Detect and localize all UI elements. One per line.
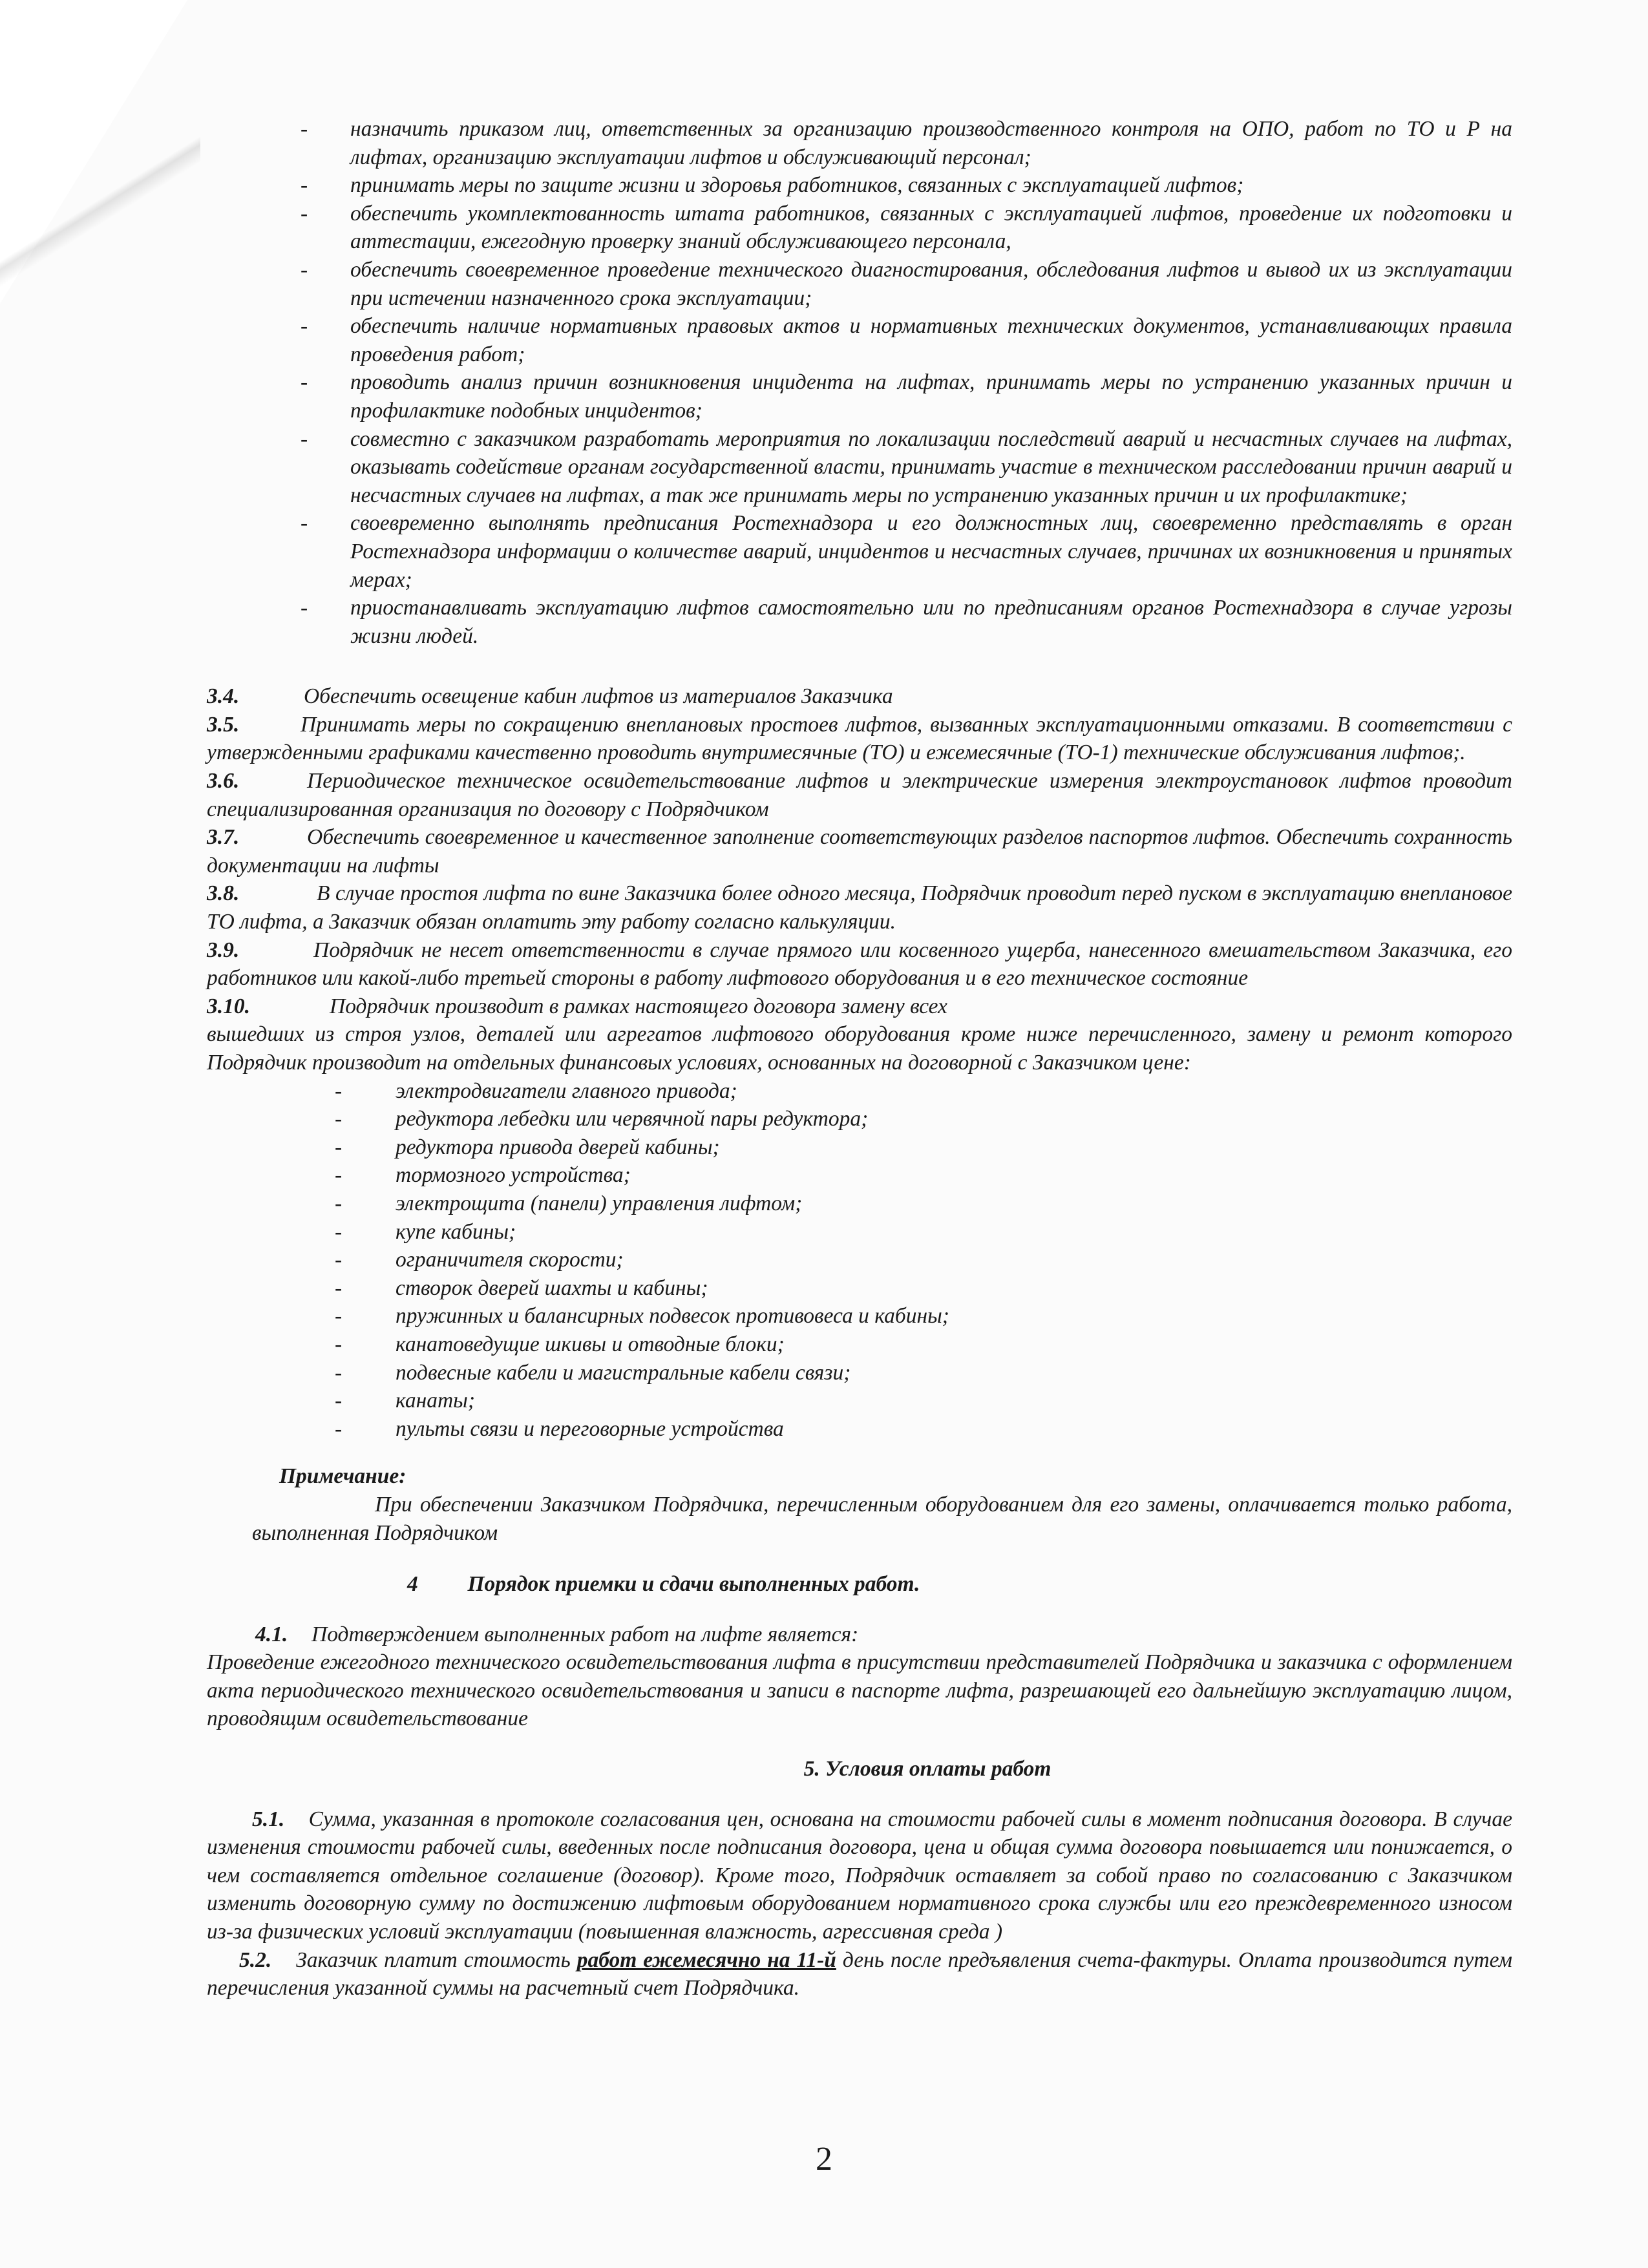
dash-marker: -: [335, 1389, 343, 1413]
note-text: При обеспечении Заказчиком Подрядчика, перечисленным оборудованием для его замены, оплачивается только работа, выполненная Подрядчиком: [252, 1492, 1512, 1545]
clause-3-6: [207, 767, 1512, 823]
clause-4-1-text: Проведение ежегодного технического освидетельствования лифта в присутствии представителей Подрядчика и заказчика с оформлением акта периодического технического освидетельствования и записи в паспорте лифта, разрешающей его дальнейшую эксплуатацию лицом, проводящим освидетельствование: [207, 1650, 1512, 1731]
obligations-list: [207, 115, 1512, 650]
list-item: [207, 1246, 1512, 1274]
list-item-text: канаты;: [396, 1389, 475, 1413]
dash-marker: -: [335, 1107, 343, 1131]
list-item: [207, 368, 1512, 425]
list-item-text: электрощита (панели) управления лифтом;: [396, 1191, 803, 1215]
note-title: Примечание:: [279, 1464, 407, 1489]
list-item-text: проводить анализ причин возникновения инцидента на лифтах, принимать меры по устранению указанных причин и профилактике подобных инцидентов;: [350, 370, 1512, 423]
list-item: [207, 1133, 1512, 1162]
clause-3-8: [207, 879, 1512, 936]
clause-text: Подрядчик производит в рамках настоящего договора замену всех: [330, 994, 947, 1018]
spacer: [207, 650, 1512, 682]
clause-3-9: [207, 936, 1512, 992]
clause-text: день после предъявления счета-фактуры. Оплата производится путем перечисления указанной суммы на расчетный счет Подрядчика.: [207, 1948, 1513, 2000]
list-item: [207, 1359, 1512, 1387]
dash-marker: -: [301, 511, 308, 536]
list-item-text: пружинных и балансирных подвесок противовеса и кабины;: [396, 1304, 949, 1328]
folded-corner: [0, 0, 187, 304]
dash-marker: -: [301, 117, 308, 141]
list-item-text: назначить приказом лиц, ответственных за организацию производственного контроля на ОПО, работ по ТО и Р на лифтах, организацию эксплуатации лифтов и обслуживающий персонал;: [350, 117, 1512, 169]
list-item-text: пульты связи и переговорные устройства: [396, 1416, 784, 1441]
dash-marker: -: [301, 173, 308, 198]
clause-text: В случае простоя лифта по вине Заказчика более одного месяца, Подрядчик проводит перед пуском в эксплуатацию внеплановое ТО лифта, а Заказчик обязан оплатить эту работу согласно калькуляции.: [207, 881, 1512, 934]
list-item: [207, 509, 1512, 594]
underlined-term: работ ежемесячно на 11-й: [576, 1948, 836, 1972]
clause-5-2: [207, 1946, 1512, 2002]
dash-marker: -: [335, 1219, 343, 1244]
clause-text: Заказчик платит стоимость: [296, 1948, 571, 1972]
dash-marker: -: [301, 257, 308, 282]
clause-text: Периодическое техническое освидетельствование лифтов и электрические измерения электроустановок лифтов проводит специализированная организация по договору с Подрядчиком: [207, 769, 1512, 821]
list-item: [207, 1105, 1512, 1133]
list-item-text: редуктора привода дверей кабины;: [396, 1135, 720, 1159]
list-item: [207, 115, 1512, 171]
dash-marker: -: [335, 1078, 343, 1103]
dash-marker: -: [301, 314, 308, 339]
document-page: [207, 115, 1512, 2002]
section-5-heading: 5. Условия оплаты работ: [803, 1757, 1051, 1781]
clause-number: 3.5.: [207, 712, 240, 737]
list-item: [207, 594, 1512, 650]
clause-number: 3.4.: [207, 684, 240, 709]
list-item: [207, 1218, 1512, 1246]
dash-marker: -: [335, 1416, 343, 1441]
dash-marker: -: [335, 1248, 343, 1272]
list-item-text: створок дверей шахты и кабины;: [396, 1276, 708, 1300]
list-item: [207, 171, 1512, 200]
list-item-text: обеспечить укомплектованность штата работников, связанных с эксплуатацией лифтов, проведение их подготовки и аттестации, ежегодную проверку знаний обслуживающего персонала,: [350, 201, 1512, 254]
list-item: [207, 1387, 1512, 1415]
clause-number: 3.7.: [207, 825, 240, 850]
clause-text: Принимать меры по сокращению внеплановых простоев лифтов, вызванных эксплуатационными отказами. В соответствии с утвержденными графиками качественно проводить внутримесячные (ТО) и ежемесячные (ТО-1) технические обслуживания лифтов;.: [207, 712, 1512, 765]
dash-marker: -: [335, 1191, 343, 1215]
list-item-text: принимать меры по защите жизни и здоровья работников, связанных с эксплуатацией лифтов;: [350, 173, 1244, 198]
list-item-text: купе кабины;: [396, 1219, 516, 1244]
clause-number: 5.2.: [239, 1948, 272, 1972]
list-item-text: подвесные кабели и магистральные кабели связи;: [396, 1360, 851, 1385]
clause-text: Сумма, указанная в протоколе согласования цен, основана на стоимости рабочей силы в момент подписания договора. В случае изменения стоимости рабочей силы, введенных после подписания договора, цена и общая сумма договора повышается или понижается, о чем составляется отдельное соглашение (договор). Кроме того, Подрядчик оставляет за собой право по согласованию с Заказчиком изменить договорную сумму по достижению лифтовым оборудованием нормативного срока службы или его преждевременного износом из-за физических условий эксплуатации (повышенная влажность, агрессивная среда ): [207, 1807, 1513, 1944]
list-item: [207, 1302, 1512, 1330]
list-item: [207, 256, 1512, 312]
clause-text: Обеспечить своевременное и качественное заполнение соответствующих разделов паспортов лифтов. Обеспечить сохранность документации на лифты: [207, 825, 1512, 877]
clause-text: Обеспечить освещение кабин лифтов из материалов Заказчика: [304, 684, 893, 709]
equipment-list: [207, 1077, 1512, 1444]
list-item: [207, 1077, 1512, 1106]
clause-text: Подрядчик не несет ответственности в случае прямого или косвенного ущерба, нанесенного вмешательством Заказчика, его работников или какой-либо третьей стороны в работу лифтового оборудования и в его техническое состояние: [207, 938, 1512, 991]
list-item-text: тормозного устройства;: [396, 1163, 631, 1188]
clause-4-1-lead: [207, 1621, 1512, 1649]
list-item-text: канатоведущие шкивы и отводные блоки;: [396, 1332, 785, 1356]
list-item: [207, 1330, 1512, 1359]
clause-number: 3.8.: [207, 881, 240, 906]
dash-marker: -: [301, 596, 308, 620]
section-title: Порядок приемки и сдачи выполненных работ.: [467, 1572, 920, 1597]
list-item: [207, 312, 1512, 368]
dash-marker: -: [335, 1135, 343, 1159]
clause-3-4: [207, 682, 1512, 711]
dash-marker: -: [301, 426, 308, 451]
list-item: [207, 425, 1512, 510]
list-item-text: редуктора лебедки или червячной пары редуктора;: [396, 1107, 869, 1131]
list-item: [207, 1190, 1512, 1218]
list-item-text: электродвигатели главного привода;: [396, 1078, 737, 1103]
dash-marker: -: [335, 1163, 343, 1188]
clause-number: 5.1.: [252, 1807, 285, 1831]
dash-marker: -: [335, 1360, 343, 1385]
list-item: [207, 1161, 1512, 1190]
list-item: [207, 1274, 1512, 1303]
clauses: [207, 682, 1512, 1076]
section-number: 4: [407, 1572, 418, 1597]
clause-text: Подтверждением выполненных работ на лифте является:: [312, 1622, 859, 1646]
clause-number: 3.6.: [207, 769, 240, 793]
clause-3-10: [207, 992, 1512, 1021]
list-item-text: ограничителя скорости;: [396, 1248, 624, 1272]
clause-number: 3.10.: [207, 994, 250, 1018]
section-4-heading: [207, 1570, 1512, 1599]
list-item-text: своевременно выполнять предписания Ростехнадзора и его должностных лиц, своевременно представлять в орган Ростехнадзора информации о количестве аварий, инцидентов и несчастных случаев, причинах их возникновения и принятых мерах;: [350, 511, 1512, 592]
list-item: [207, 1415, 1512, 1444]
clause-5-1: [207, 1805, 1512, 1946]
dash-marker: -: [335, 1304, 343, 1328]
clause-number: 3.9.: [207, 938, 240, 962]
dash-marker: -: [335, 1332, 343, 1356]
list-item-text: совместно с заказчиком разработать мероприятия по локализации последствий аварий и несчастных случаев на лифтах, оказывать содействие органам государственной власти, принимать участие в техническом расследовании причин аварий и несчастных случаев на лифтах, а так же принимать меры по устранению указанных причин и их профилактике;: [350, 426, 1512, 507]
clause-3-10-continuation: вышедших из строя узлов, деталей или агрегатов лифтового оборудования кроме ниже перечисленного, замену и ремонт которого Подрядчик производит на отдельных финансовых условиях, основанных на договорной с Заказчиком цене:: [207, 1022, 1512, 1075]
clause-3-5: [207, 711, 1512, 767]
list-item-text: приостанавливать эксплуатацию лифтов самостоятельно или по предписаниям органов Ростехнадзора в случае угрозы жизни людей.: [350, 596, 1512, 648]
clause-3-7: [207, 823, 1512, 879]
page-number: 2: [816, 2141, 832, 2178]
list-item-text: обеспечить своевременное проведение технического диагностирования, обследования лифтов и вывод их из эксплуатации при истечении назначенного срока эксплуатации;: [350, 257, 1512, 310]
list-item: [207, 200, 1512, 256]
list-item-text: обеспечить наличие нормативных правовых актов и нормативных технических документов, устанавливающих правила проведения работ;: [350, 314, 1512, 366]
dash-marker: -: [335, 1276, 343, 1300]
clause-number: 4.1.: [255, 1622, 288, 1646]
dash-marker: -: [301, 370, 308, 395]
dash-marker: -: [301, 201, 308, 226]
